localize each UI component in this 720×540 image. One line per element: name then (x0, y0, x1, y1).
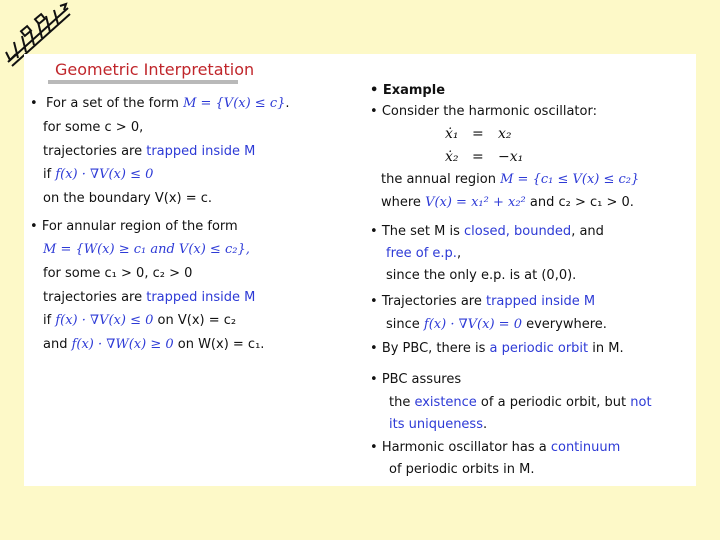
equation-2-op: = (472, 149, 484, 165)
text-if-condition-2: if f(x) · ∇V(x) ≤ 0 on V(x) = c₂ (43, 313, 237, 328)
equation-1-rhs: x₂ (498, 126, 512, 142)
bullet-dot: • (370, 104, 378, 119)
bullet-dot: • (30, 219, 38, 234)
text-trajectories-trapped: trajectories are trapped inside M (43, 144, 256, 159)
bullet-by-pbc: • By PBC, there is a periodic orbit in M. (370, 341, 624, 356)
slide-title: Geometric Interpretation (55, 60, 255, 79)
math-annular-set: M = {W(x) ≥ c₁ and V(x) ≤ c₂}, (43, 242, 250, 257)
text-uniqueness: its uniqueness. (389, 417, 488, 432)
bullet-dot: • (370, 224, 378, 239)
text-existence: the existence of a periodic orbit, but not (389, 395, 652, 410)
text-free-of-ep: free of e.p., (386, 246, 462, 261)
bullet-trajectories: • Trajectories are trapped inside M (370, 294, 596, 309)
title-underline (48, 80, 238, 84)
bullet-dot: • (370, 341, 378, 356)
text-for-some-c: for some c > 0, (43, 120, 144, 135)
text-annual-region: the annual region M = {c₁ ≤ V(x) ≤ c₂} (381, 172, 640, 187)
text-on-boundary: on the boundary V(x) = c. (43, 191, 213, 206)
equation-2-lhs: ẋ₂ (445, 149, 459, 165)
bullet-dot: • (370, 294, 378, 309)
bullet-example: • Example (370, 83, 446, 98)
text-since-everywhere: since f(x) · ∇V(x) = 0 everywhere. (386, 317, 607, 332)
equation-2-rhs: −x₁ (498, 149, 524, 165)
bullet-annular-region: • For annular region of the form (30, 219, 238, 234)
bullet-set-form: • For a set of the form M = {V(x) ≤ c}. (30, 96, 290, 111)
text-only-ep: since the only e.p. is at (0,0). (386, 268, 577, 283)
bullet-harmonic: • Harmonic oscillator has a continuum (370, 440, 621, 455)
text-periodic-orbits: of periodic orbits in M. (389, 462, 535, 477)
text-and-condition: and f(x) · ∇W(x) ≥ 0 on W(x) = c₁. (43, 337, 265, 352)
text-if-condition: if f(x) · ∇V(x) ≤ 0 (43, 167, 154, 182)
text-trajectories-trapped-2: trajectories are trapped inside M (43, 290, 256, 305)
bullet-dot: • (370, 440, 378, 455)
bullet-dot: • (370, 372, 378, 387)
bullet-set-closed: • The set M is closed, bounded, and (370, 224, 604, 239)
bullet-pbc-assures: • PBC assures (370, 372, 462, 387)
bullet-dot: • (370, 83, 379, 98)
equation-1-lhs: ẋ₁ (445, 126, 459, 142)
text-for-some-c1-c2: for some c₁ > 0, c₂ > 0 (43, 266, 193, 281)
bullet-consider: • Consider the harmonic oscillator: (370, 104, 597, 119)
text-where-v: where V(x) = x₁² + x₂² and c₂ > c₁ > 0. (381, 195, 634, 210)
equation-1-op: = (472, 126, 484, 142)
bullet-dot: • (30, 96, 38, 111)
